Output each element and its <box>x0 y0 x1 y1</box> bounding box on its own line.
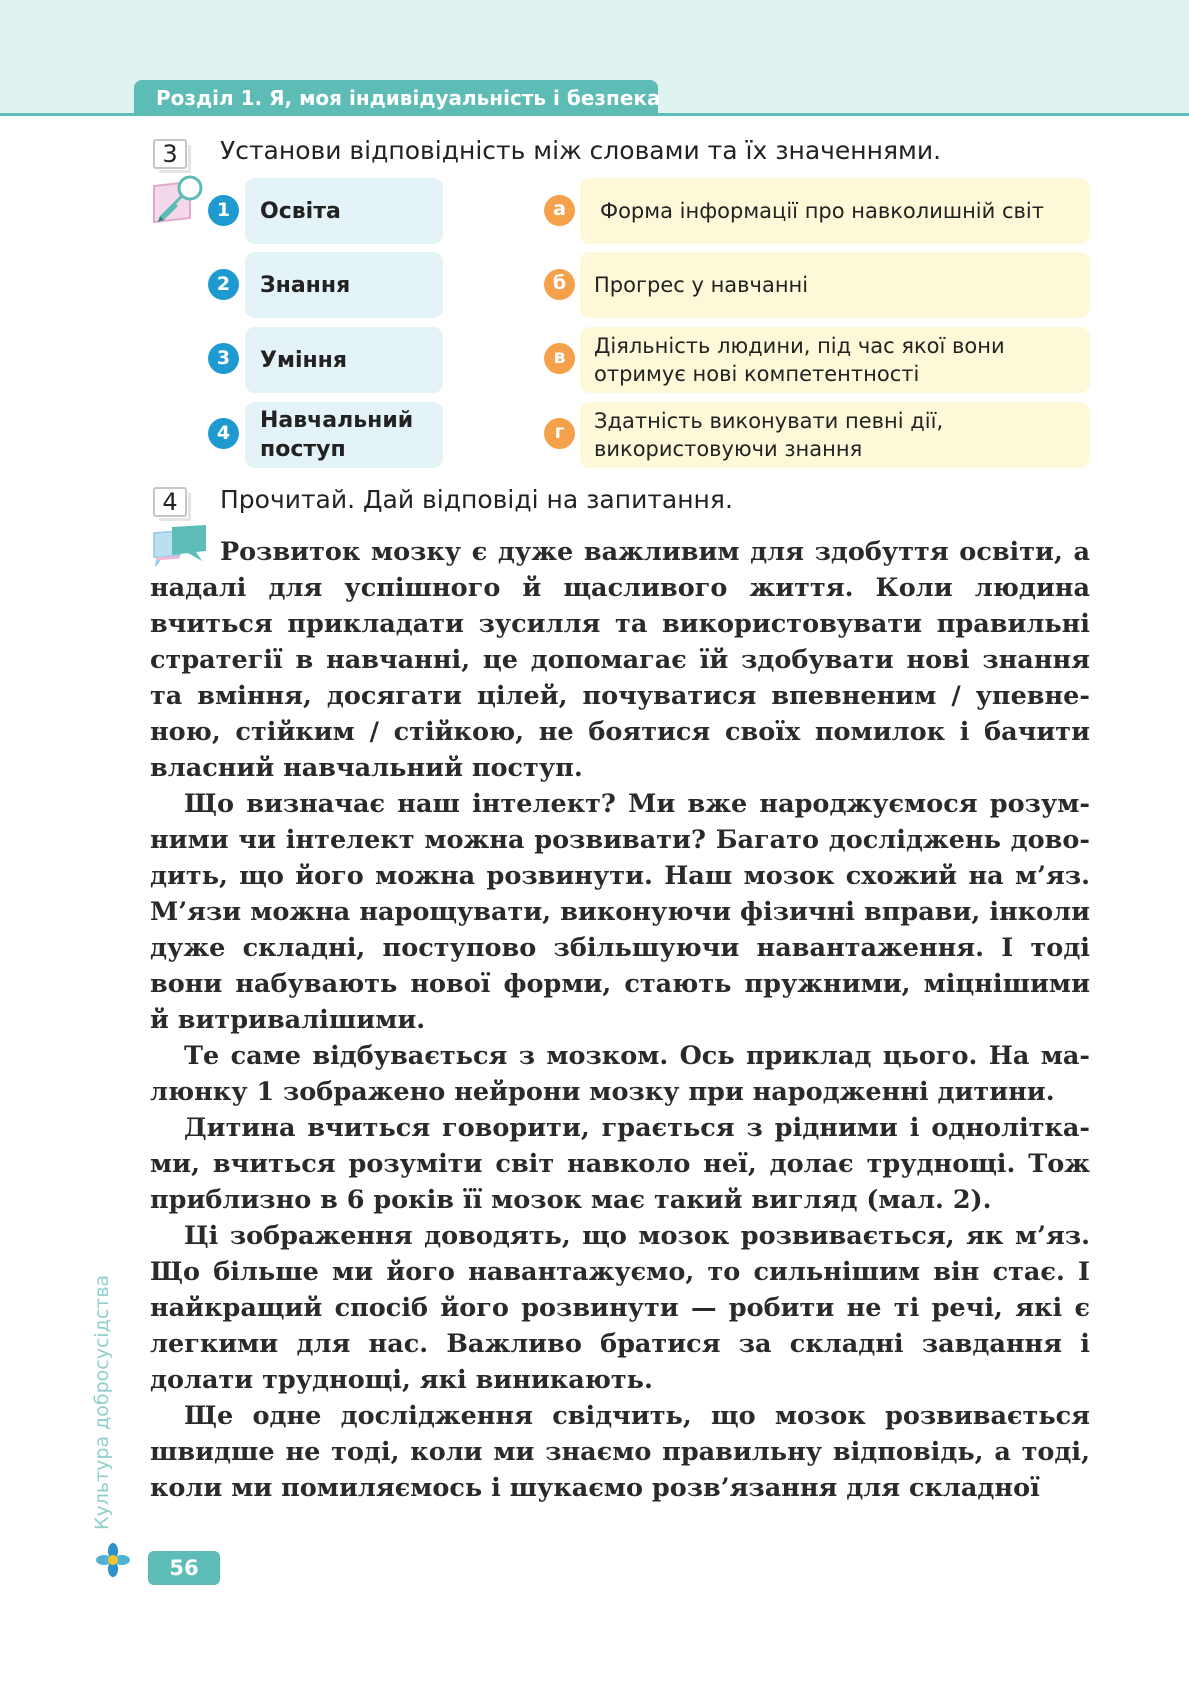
term-label: Освіта <box>260 198 341 224</box>
definition-badge-v: в <box>544 343 575 374</box>
paragraph: Те саме відбувається з мозком. Ось приклад цього. На малюнку 1 зображено нейрони мозку при народженні дитини. <box>150 1041 1090 1107</box>
term-card-3 <box>245 327 443 393</box>
flower-icon <box>96 1543 130 1577</box>
task-4-number: 4 <box>153 487 187 517</box>
definition-badge-b: б <box>544 269 575 300</box>
reading-text <box>150 534 1090 1506</box>
paragraph: Що визначає наш інтелект? Ми вже народжуємося розумними чи інтелект можна розвивати? Багато досліджень доводить, що його можна розвинути. Наш мозок схожий на м’яз. М’язи можна нарощувати, виконуючи фізичні вправи, інколи дуже складні, поступово збільшуючи навантаження. І тоді вони набувають нової форми, стають пружними, міцнішими й витривалішими. <box>150 789 1090 1035</box>
definition-card-b <box>580 252 1090 318</box>
definition-badge-g: г <box>544 418 575 449</box>
definition-card-a <box>580 178 1090 244</box>
definition-card-v <box>580 327 1090 393</box>
task-4-instruction: Прочитай. Дай відповіді на запитання. <box>220 485 733 514</box>
paragraph: Ці зображення доводять, що мозок розвивається, як м’яз. Що більше ми його навантажуємо, то сильнішим він стає. І найкращий спосіб його розвинути — робити не ті речі, які є легкими для нас. Важливо братися за складні завдання і долати труднощі, які виникають. <box>150 1221 1090 1395</box>
paragraph: Ще одне дослідження свідчить, що мозок розвивається швидше не тоді, коли ми знаємо правильну відповідь, а тоді, коли ми помиляємось і шукаємо розв’язання для складної <box>150 1401 1090 1503</box>
task-3-number: 3 <box>153 139 187 169</box>
term-badge-3: 3 <box>208 343 239 374</box>
chapter-title: Розділ 1. Я, моя індивідуальність і безпека <box>134 80 658 116</box>
term-card-2 <box>245 252 443 318</box>
definition-text: Форма інформації про навколишній світ <box>600 199 1044 223</box>
definition-text: Діяльність людини, під час якої вони отримує нові компетентності <box>594 334 1005 386</box>
term-badge-1: 1 <box>208 195 239 226</box>
term-card-4 <box>245 402 443 468</box>
term-card-1 <box>245 178 443 244</box>
term-label: Уміння <box>260 347 348 373</box>
term-label: Знання <box>260 272 351 298</box>
term-badge-2: 2 <box>208 269 239 300</box>
task-3-instruction: Установи відповідність між словами та їх значеннями. <box>220 136 942 165</box>
term-label: Навчальний поступ <box>260 408 414 462</box>
term-badge-4: 4 <box>208 418 239 449</box>
definition-text: Прогрес у навчанні <box>594 273 809 297</box>
side-section-title: Культура добросусідства <box>91 1274 113 1530</box>
magnifier-pencil-icon <box>150 172 204 228</box>
definition-text: Здатність виконувати певні дії, використовуючи знання <box>594 409 944 461</box>
definition-card-g <box>580 402 1090 468</box>
paragraph: Дитина вчиться говорити, грається з рідними і одноліткaми, вчиться розуміти світ навколо неї, долає труднощі. Тож приблизно в 6 років її мозок має такий вигляд (мал. 2). <box>150 1113 1090 1215</box>
definition-badge-a: а <box>544 195 575 226</box>
page-number: 56 <box>148 1551 220 1585</box>
paragraph: Розвиток мозку є дуже важливим для здобуття освіти, а надалі для успішного й щасливого життя. Коли людина вчиться прикладати зусилля та використовувати правильні стратегії в навчанні, це допомагає їй здобувати нові знання та вміння, досягати цілей, почуватися впевненим / упевненою, стійким / стійкою, не боятися своїх помилок і бачити власний навчальний поступ. <box>150 537 1090 783</box>
